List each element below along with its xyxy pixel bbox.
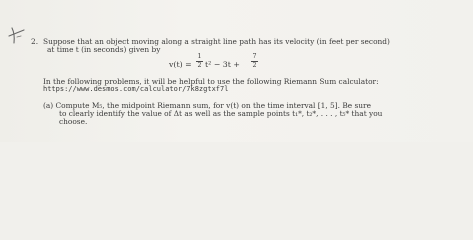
part-a-line-2: to clearly identify the value of Δt as well as the sample points t₁*, t₂*, . . . , t₅* that you xyxy=(59,109,383,118)
equation-fraction-one-half xyxy=(196,54,203,69)
calculator-url: https://www.desmos.com/calculator/7k8zgtxf7l xyxy=(43,85,229,93)
fraction-numerator: 1 xyxy=(197,53,202,60)
part-a-line-3: choose. xyxy=(59,117,88,126)
equation-lhs: v(t) = xyxy=(169,60,192,69)
problem-text-line-2: at time t (in seconds) given by xyxy=(47,45,161,54)
part-a-line-1: (a) Compute M₅, the midpoint Riemann sum, for v(t) on the time interval [1, 5]. Be sure xyxy=(43,101,371,110)
equation-middle-terms: t² − 3t + xyxy=(205,60,240,69)
fraction-denominator: 2 xyxy=(252,62,257,69)
fraction-numerator: 7 xyxy=(252,53,257,60)
problem-number: 2. xyxy=(31,37,39,46)
problem-text-line-3: In the following problems, it will be helpful to use the following Riemann Sum calculator: xyxy=(43,77,379,86)
equation-fraction-seven-halves xyxy=(251,54,258,69)
handwritten-pen-mark xyxy=(6,24,28,46)
problem-text-line-1: Suppose that an object moving along a straight line path has its velocity (in feet per second) xyxy=(43,37,390,46)
fraction-denominator: 2 xyxy=(197,62,202,69)
